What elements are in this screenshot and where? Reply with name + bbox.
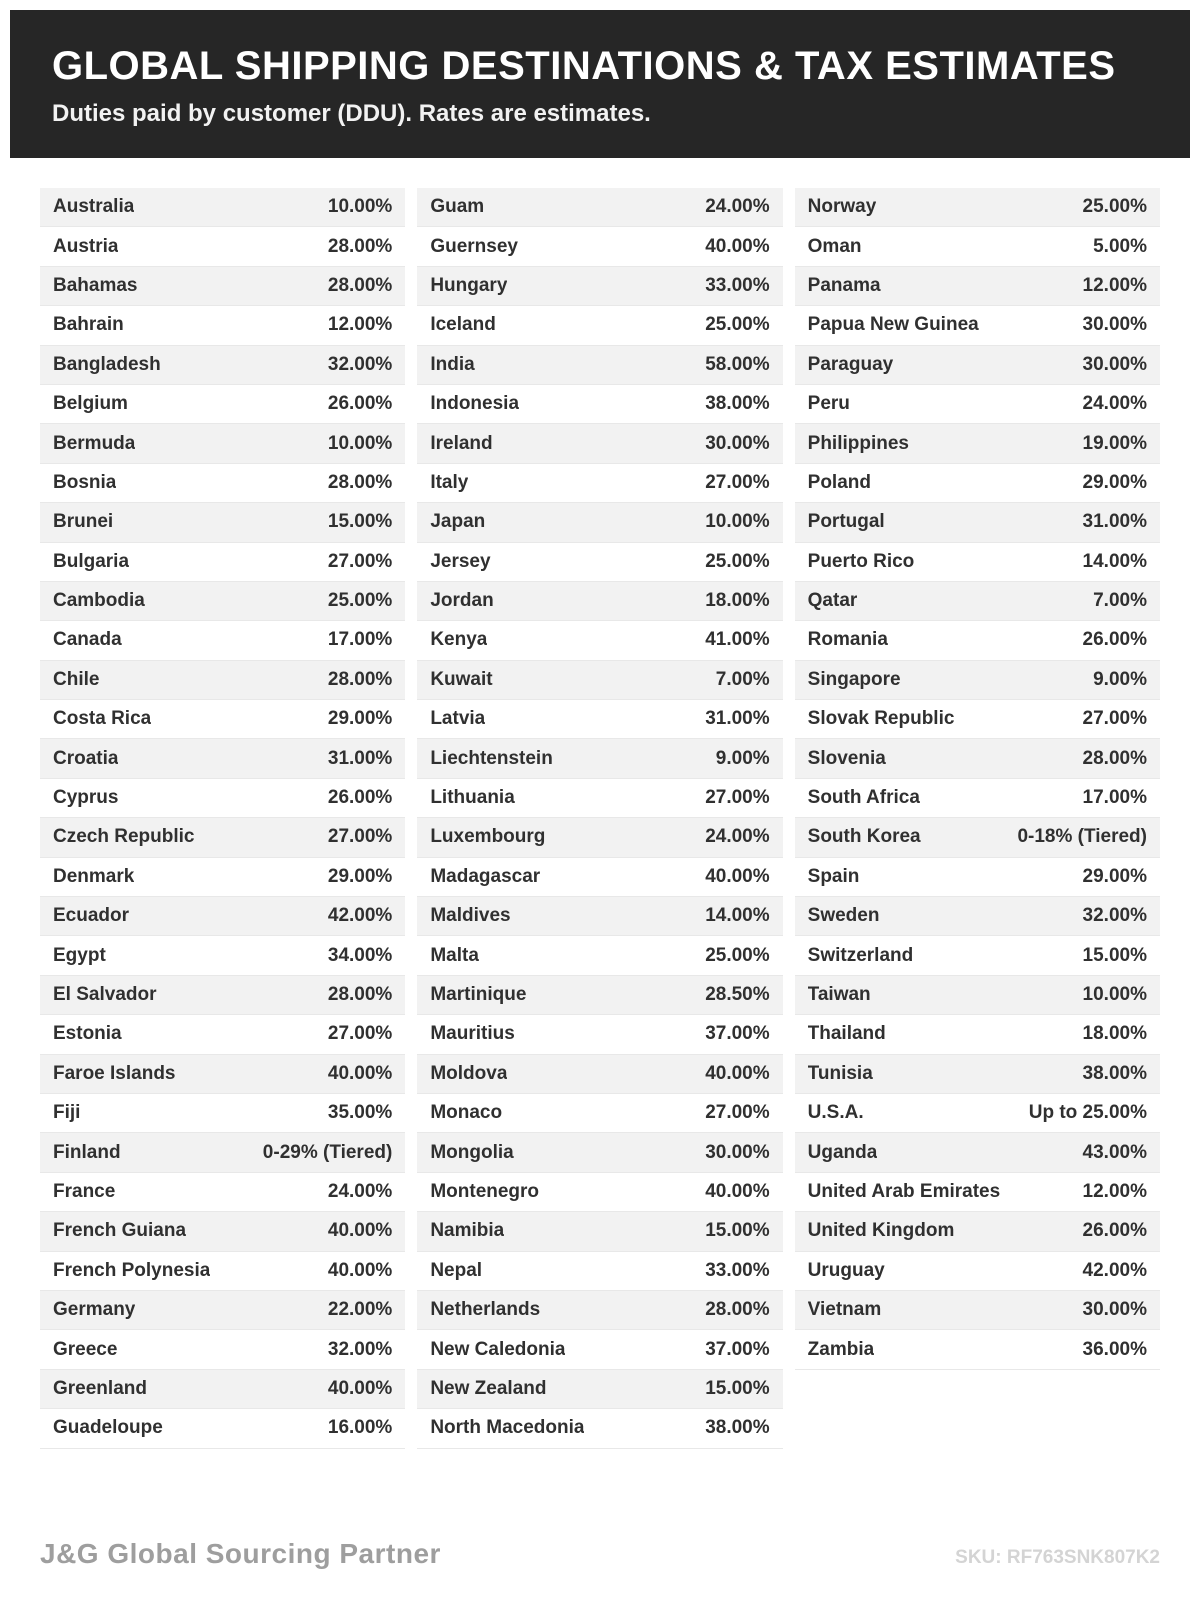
page-title: GLOBAL SHIPPING DESTINATIONS & TAX ESTIMATES — [52, 44, 1116, 88]
country-name: Luxembourg — [430, 826, 546, 848]
table-row — [40, 779, 405, 818]
table-row — [417, 1212, 782, 1251]
table-row — [417, 700, 782, 739]
country-name: Monaco — [430, 1102, 503, 1124]
tax-rate: 31.00% — [327, 747, 393, 769]
tax-rate: 58.00% — [705, 353, 770, 375]
tax-rate: 30.00% — [1082, 353, 1147, 375]
country-name: Kuwait — [430, 668, 493, 690]
table-row — [417, 621, 782, 660]
tax-rate: 14.00% — [705, 905, 770, 927]
table-row — [40, 1330, 405, 1369]
table-row — [417, 385, 782, 424]
table-row — [40, 818, 405, 857]
table-row — [795, 700, 1160, 739]
tax-rate: 30.00% — [1082, 1299, 1147, 1321]
table-row — [795, 661, 1160, 700]
tax-rate: 28.00% — [327, 984, 393, 1005]
country-name: Estonia — [53, 1023, 122, 1045]
tax-rate: 34.00% — [327, 944, 393, 966]
footer — [40, 1538, 1160, 1570]
table-row — [795, 1133, 1160, 1172]
country-name: Mauritius — [430, 1023, 515, 1045]
country-name: Bosnia — [53, 471, 117, 493]
country-name: Hungary — [430, 274, 508, 296]
table-row — [417, 346, 782, 385]
table-row — [417, 1370, 782, 1409]
table-row — [40, 1291, 405, 1330]
table-row — [417, 1291, 782, 1330]
tax-rate: 25.00% — [705, 944, 770, 966]
table-row — [795, 267, 1160, 306]
country-name: Bulgaria — [53, 550, 130, 572]
table-row — [417, 1330, 782, 1369]
table-row — [795, 543, 1160, 582]
table-row — [417, 1409, 782, 1448]
table-row — [40, 1173, 405, 1212]
tax-rate: 28.50% — [705, 984, 770, 1005]
country-name: Denmark — [53, 865, 135, 887]
tax-rate: 24.00% — [327, 1180, 393, 1202]
table-row — [795, 227, 1160, 266]
country-name: Finland — [53, 1141, 121, 1163]
country-name: Bahrain — [53, 314, 124, 336]
tax-rate: 12.00% — [1082, 1180, 1147, 1202]
tax-rate: 27.00% — [705, 1102, 770, 1124]
table-row — [40, 1055, 405, 1094]
tax-rate: 32.00% — [1082, 905, 1147, 927]
tax-rate: 7.00% — [1093, 590, 1147, 612]
country-name: Vietnam — [807, 1299, 882, 1321]
table-row — [795, 1212, 1160, 1251]
country-name: Bermuda — [53, 432, 136, 454]
tax-rate: 9.00% — [715, 747, 770, 769]
table-row — [40, 385, 405, 424]
country-name: France — [53, 1180, 116, 1202]
table-row — [40, 1370, 405, 1409]
country-name: French Guiana — [53, 1220, 187, 1242]
tax-rate: 37.00% — [705, 1338, 770, 1360]
tax-rate: 29.00% — [1082, 865, 1147, 887]
table-row — [417, 267, 782, 306]
tax-rate: 37.00% — [705, 1023, 770, 1045]
table-row — [417, 976, 782, 1015]
table-row — [795, 621, 1160, 660]
tax-rate: 40.00% — [705, 865, 770, 887]
country-name: Canada — [53, 629, 122, 651]
tax-rate: 26.00% — [1082, 1220, 1147, 1242]
country-name: Liechtenstein — [430, 747, 553, 769]
tax-rate: 30.00% — [705, 432, 770, 454]
table-row — [795, 306, 1160, 345]
table-row — [795, 346, 1160, 385]
table-row — [40, 661, 405, 700]
tax-rate: 27.00% — [327, 826, 393, 848]
country-name: Montenegro — [430, 1180, 540, 1202]
tax-rate: 0-18% (Tiered) — [1017, 826, 1147, 848]
country-name: North Macedonia — [430, 1417, 585, 1439]
tax-rate: 29.00% — [327, 865, 393, 887]
tax-rate: 5.00% — [1093, 235, 1147, 257]
table-row — [417, 858, 782, 897]
table-row — [40, 1015, 405, 1054]
tax-rate: 15.00% — [705, 1377, 770, 1399]
tax-rate: 33.00% — [705, 274, 770, 296]
tax-rate: 28.00% — [327, 274, 393, 296]
table-row — [795, 1252, 1160, 1291]
country-name: Chile — [53, 668, 100, 690]
country-name: United Kingdom — [807, 1220, 955, 1242]
table-row — [795, 1094, 1160, 1133]
tax-rate: 25.00% — [705, 550, 770, 572]
tax-rate: 27.00% — [1082, 708, 1147, 730]
tax-rate: 25.00% — [327, 590, 393, 612]
country-name: Indonesia — [430, 393, 520, 415]
country-name: New Zealand — [430, 1377, 547, 1399]
country-name: Uruguay — [807, 1259, 885, 1281]
table-row — [417, 543, 782, 582]
tax-rate: 25.00% — [1082, 196, 1147, 218]
country-name: Iceland — [430, 314, 496, 336]
country-name: Australia — [53, 196, 135, 218]
tax-rate: 10.00% — [1082, 984, 1147, 1005]
table-row — [795, 1015, 1160, 1054]
tax-rate: 28.00% — [327, 235, 393, 257]
table-row — [40, 543, 405, 582]
country-name: Germany — [53, 1299, 136, 1321]
table-row — [40, 306, 405, 345]
table-row — [417, 503, 782, 542]
table-row — [795, 1330, 1160, 1369]
country-name: India — [430, 353, 475, 375]
rates-table — [0, 158, 1200, 1449]
tax-rate: 40.00% — [705, 235, 770, 257]
tax-rate: 15.00% — [705, 1220, 770, 1242]
table-row — [795, 1173, 1160, 1212]
country-name: Papua New Guinea — [807, 314, 979, 336]
country-name: Japan — [430, 511, 486, 533]
country-name: Tunisia — [807, 1062, 873, 1084]
country-name: French Polynesia — [53, 1259, 211, 1281]
table-row — [795, 897, 1160, 936]
country-name: Cyprus — [53, 787, 119, 809]
country-name: Slovak Republic — [807, 708, 955, 730]
tax-rate: 33.00% — [705, 1259, 770, 1281]
country-name: Moldova — [430, 1062, 508, 1084]
country-name: Uganda — [807, 1141, 878, 1163]
table-row — [795, 503, 1160, 542]
country-name: Switzerland — [807, 944, 914, 966]
table-row — [40, 1094, 405, 1133]
tax-rate: 41.00% — [705, 629, 770, 651]
country-name: Martinique — [430, 984, 527, 1005]
tax-rate: Up to 25.00% — [1028, 1102, 1147, 1124]
country-name: Sweden — [807, 905, 880, 927]
tax-rate: 36.00% — [1082, 1338, 1147, 1360]
tax-rate: 28.00% — [327, 471, 393, 493]
country-name: Ecuador — [53, 905, 130, 927]
country-name: Madagascar — [430, 865, 541, 887]
tax-rate: 30.00% — [1082, 314, 1147, 336]
rates-column-1 — [40, 188, 405, 1449]
tax-rate: 35.00% — [327, 1102, 393, 1124]
tax-rate: 40.00% — [705, 1180, 770, 1202]
table-row — [40, 1133, 405, 1172]
tax-rate: 24.00% — [705, 826, 770, 848]
country-name: Greece — [53, 1338, 118, 1360]
table-row — [417, 1133, 782, 1172]
table-row — [40, 267, 405, 306]
tax-rate: 26.00% — [1082, 629, 1147, 651]
rates-column-2 — [417, 188, 782, 1449]
country-name: Slovenia — [807, 747, 886, 769]
tax-rate: 12.00% — [1082, 274, 1147, 296]
page-subtitle: Duties paid by customer (DDU). Rates are estimates. — [52, 100, 651, 127]
tax-rate: 38.00% — [705, 393, 770, 415]
country-name: Jersey — [430, 550, 491, 572]
country-name: Latvia — [430, 708, 486, 730]
country-name: Peru — [807, 393, 850, 415]
tax-rate: 22.00% — [327, 1299, 393, 1321]
country-name: Zambia — [807, 1338, 875, 1360]
table-row — [40, 503, 405, 542]
table-row — [40, 424, 405, 463]
table-row — [795, 818, 1160, 857]
country-name: Thailand — [807, 1023, 886, 1045]
tax-rate: 40.00% — [327, 1220, 393, 1242]
country-name: Namibia — [430, 1220, 505, 1242]
country-name: Paraguay — [807, 353, 894, 375]
country-name: Austria — [53, 235, 119, 257]
rates-column-3 — [795, 188, 1160, 1449]
tax-rate: 17.00% — [327, 629, 393, 651]
country-name: Bahamas — [53, 274, 138, 296]
table-row — [417, 1173, 782, 1212]
header — [10, 10, 1190, 158]
tax-rate: 26.00% — [327, 393, 393, 415]
tax-rate: 10.00% — [327, 432, 393, 454]
page — [0, 10, 1200, 1569]
tax-rate: 42.00% — [327, 905, 393, 927]
tax-rate: 12.00% — [327, 314, 393, 336]
tax-rate: 32.00% — [327, 353, 393, 375]
tax-rate: 10.00% — [705, 511, 770, 533]
tax-rate: 14.00% — [1082, 550, 1147, 572]
table-row — [40, 976, 405, 1015]
country-name: Guam — [430, 196, 485, 218]
table-row — [40, 227, 405, 266]
tax-rate: 15.00% — [1082, 944, 1147, 966]
table-row — [417, 1015, 782, 1054]
brand-name: J&G Global Sourcing Partner — [40, 1538, 441, 1569]
table-row — [40, 1252, 405, 1291]
table-row — [40, 188, 405, 227]
tax-rate: 27.00% — [705, 787, 770, 809]
table-row — [795, 385, 1160, 424]
tax-rate: 10.00% — [327, 196, 393, 218]
country-name: Norway — [807, 196, 877, 218]
tax-rate: 29.00% — [1082, 471, 1147, 493]
table-row — [795, 976, 1160, 1015]
table-row — [417, 1055, 782, 1094]
table-row — [417, 227, 782, 266]
tax-rate: 24.00% — [1082, 393, 1147, 415]
country-name: Guadeloupe — [53, 1417, 163, 1439]
table-row — [795, 936, 1160, 975]
country-name: Poland — [807, 471, 871, 493]
table-row — [40, 582, 405, 621]
country-name: Costa Rica — [53, 708, 152, 730]
table-row — [795, 779, 1160, 818]
country-name: Philippines — [807, 432, 910, 454]
table-row — [417, 188, 782, 227]
sku-label: SKU: RF763SNK807K2 — [955, 1547, 1160, 1568]
tax-rate: 16.00% — [327, 1417, 393, 1439]
country-name: Puerto Rico — [807, 550, 915, 572]
country-name: Kenya — [430, 629, 488, 651]
country-name: U.S.A. — [807, 1102, 864, 1124]
table-row — [40, 897, 405, 936]
tax-rate: 28.00% — [1082, 747, 1147, 769]
table-row — [417, 739, 782, 778]
table-row — [795, 858, 1160, 897]
country-name: Brunei — [53, 511, 114, 533]
table-row — [40, 1409, 405, 1448]
country-name: Lithuania — [430, 787, 515, 809]
table-row — [417, 897, 782, 936]
table-row — [417, 661, 782, 700]
table-row — [417, 936, 782, 975]
tax-rate: 38.00% — [705, 1417, 770, 1439]
tax-rate: 18.00% — [705, 590, 770, 612]
tax-rate: 38.00% — [1082, 1062, 1147, 1084]
country-name: Taiwan — [807, 984, 871, 1005]
tax-rate: 28.00% — [705, 1299, 770, 1321]
table-row — [40, 1212, 405, 1251]
tax-rate: 15.00% — [327, 511, 393, 533]
tax-rate: 18.00% — [1082, 1023, 1147, 1045]
tax-rate: 42.00% — [1082, 1259, 1147, 1281]
tax-rate: 40.00% — [327, 1062, 393, 1084]
country-name: Italy — [430, 471, 469, 493]
tax-rate: 7.00% — [715, 668, 770, 690]
country-name: Fiji — [53, 1102, 81, 1124]
tax-rate: 28.00% — [327, 668, 393, 690]
table-row — [795, 424, 1160, 463]
country-name: Malta — [430, 944, 479, 966]
tax-rate: 25.00% — [705, 314, 770, 336]
table-row — [417, 424, 782, 463]
table-row — [795, 582, 1160, 621]
country-name: Singapore — [807, 668, 901, 690]
country-name: Cambodia — [53, 590, 145, 612]
table-row — [40, 346, 405, 385]
tax-rate: 19.00% — [1082, 432, 1147, 454]
country-name: Jordan — [430, 590, 494, 612]
tax-rate: 31.00% — [1082, 511, 1147, 533]
tax-rate: 31.00% — [705, 708, 770, 730]
table-row — [40, 936, 405, 975]
table-row — [417, 818, 782, 857]
country-name: Czech Republic — [53, 826, 195, 848]
table-row — [795, 739, 1160, 778]
country-name: Portugal — [807, 511, 885, 533]
country-name: Nepal — [430, 1259, 483, 1281]
tax-rate: 32.00% — [327, 1338, 393, 1360]
tax-rate: 9.00% — [1093, 668, 1147, 690]
country-name: Romania — [807, 629, 888, 651]
table-row — [40, 858, 405, 897]
country-name: Maldives — [430, 905, 511, 927]
country-name: Bangladesh — [53, 353, 161, 375]
table-row — [417, 1252, 782, 1291]
country-name: Oman — [807, 235, 862, 257]
tax-rate: 27.00% — [327, 1023, 393, 1045]
tax-rate: 0-29% (Tiered) — [262, 1141, 393, 1163]
country-name: Belgium — [53, 393, 128, 415]
table-row — [417, 464, 782, 503]
country-name: Panama — [807, 274, 881, 296]
table-row — [795, 464, 1160, 503]
country-name: New Caledonia — [430, 1338, 566, 1360]
country-name: South Africa — [807, 787, 920, 809]
country-name: South Korea — [807, 826, 921, 848]
country-name: Qatar — [807, 590, 858, 612]
country-name: United Arab Emirates — [807, 1180, 1001, 1202]
tax-rate: 26.00% — [327, 787, 393, 809]
table-row — [417, 582, 782, 621]
country-name: Faroe Islands — [53, 1062, 176, 1084]
tax-rate: 43.00% — [1082, 1141, 1147, 1163]
tax-rate: 29.00% — [327, 708, 393, 730]
country-name: Spain — [807, 865, 860, 887]
table-row — [417, 306, 782, 345]
table-row — [795, 1291, 1160, 1330]
tax-rate: 24.00% — [705, 196, 770, 218]
tax-rate: 17.00% — [1082, 787, 1147, 809]
tax-rate: 27.00% — [705, 471, 770, 493]
country-name: Ireland — [430, 432, 493, 454]
tax-rate: 27.00% — [327, 550, 393, 572]
table-row — [40, 464, 405, 503]
tax-rate: 40.00% — [705, 1062, 770, 1084]
tax-rate: 40.00% — [327, 1377, 393, 1399]
country-name: Guernsey — [430, 235, 518, 257]
table-row — [417, 779, 782, 818]
country-name: Netherlands — [430, 1299, 541, 1321]
country-name: Egypt — [53, 944, 106, 966]
country-name: Greenland — [53, 1377, 147, 1399]
country-name: Mongolia — [430, 1141, 514, 1163]
table-row — [40, 700, 405, 739]
table-row — [795, 188, 1160, 227]
tax-rate: 40.00% — [327, 1259, 393, 1281]
table-row — [40, 739, 405, 778]
table-row — [795, 1055, 1160, 1094]
country-name: El Salvador — [53, 984, 157, 1005]
tax-rate: 30.00% — [705, 1141, 770, 1163]
country-name: Croatia — [53, 747, 119, 769]
table-row — [40, 621, 405, 660]
table-row — [417, 1094, 782, 1133]
